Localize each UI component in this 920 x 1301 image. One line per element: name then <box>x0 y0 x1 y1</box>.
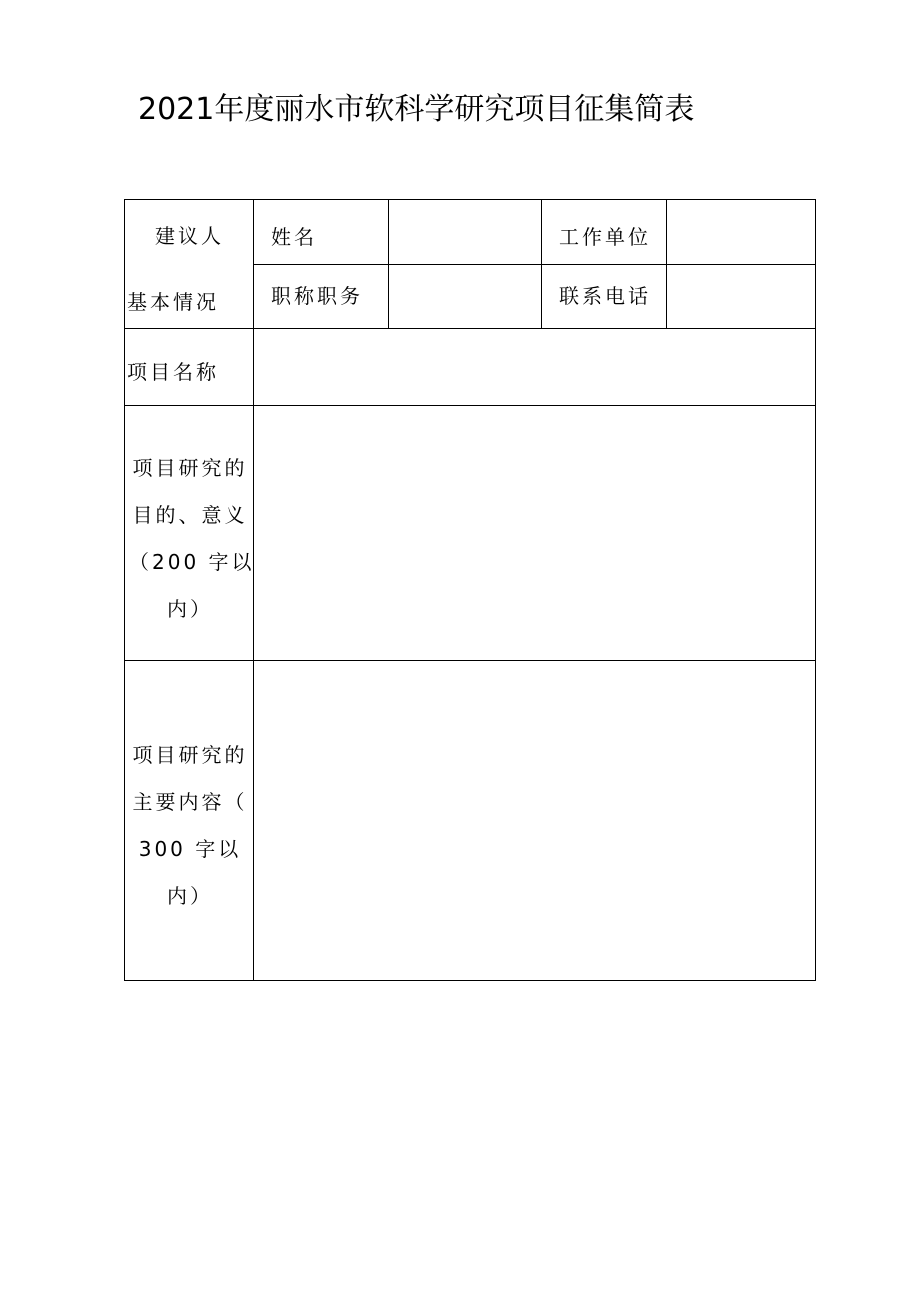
content-label-line: 300 字以 <box>138 837 242 861</box>
purpose-label <box>129 445 255 633</box>
workplace-label: 工作单位 <box>559 225 651 249</box>
column-divider <box>541 200 542 328</box>
phone-field[interactable] <box>668 266 815 327</box>
name-field[interactable] <box>390 201 540 263</box>
row-divider <box>125 328 816 329</box>
purpose-label-line: 内） <box>167 597 213 621</box>
purpose-label-line: 项目研究的 <box>132 456 248 480</box>
row-divider <box>125 405 816 406</box>
proposer-label-line2: 基本情况 <box>127 290 219 314</box>
page-title: 2021年度丽水市软科学研究项目征集简表 <box>138 92 695 127</box>
project-name-label: 项目名称 <box>127 360 219 384</box>
content-label-line: 项目研究的 <box>132 743 248 767</box>
column-divider <box>388 200 389 328</box>
purpose-label-line: 目的、意义 <box>132 503 248 527</box>
row-divider <box>254 264 816 265</box>
title-position-label: 职称职务 <box>271 284 363 308</box>
title-position-field[interactable] <box>390 266 540 327</box>
row-divider <box>125 660 816 661</box>
content-label-line: 内） <box>167 884 213 908</box>
proposer-label-line1: 建议人 <box>155 224 224 248</box>
phone-label: 联系电话 <box>559 284 651 308</box>
content-label <box>129 732 251 920</box>
proposal-form-table <box>124 199 816 981</box>
column-divider <box>666 200 667 328</box>
name-label: 姓名 <box>271 225 317 249</box>
column-divider <box>253 200 254 981</box>
content-label-line: 主要内容（ <box>132 790 248 814</box>
purpose-label-line: （200 字以 <box>129 550 255 574</box>
workplace-field[interactable] <box>668 201 815 263</box>
purpose-field[interactable] <box>255 407 815 659</box>
content-field[interactable] <box>255 662 815 980</box>
project-name-field[interactable] <box>255 330 815 404</box>
